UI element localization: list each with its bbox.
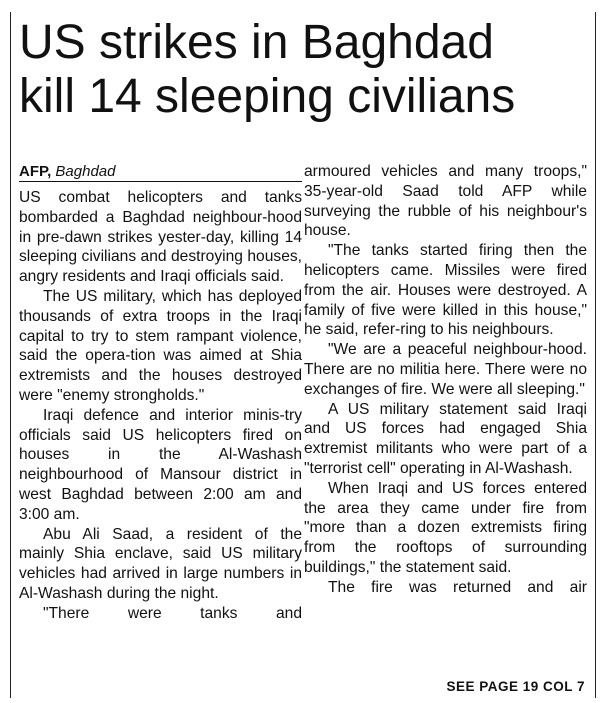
paragraph: "There were tanks and (43, 604, 302, 622)
byline-rule (19, 181, 302, 182)
headline-line-1: US strikes in Baghdad (19, 16, 494, 69)
paragraph: armoured vehicles and many troops," 35-year-old Saad told AFP while surveying the rubble of his neighbour's house. (304, 163, 587, 240)
paragraph: "The tanks started firing then the helicopters came. Missiles were fired from the air. Houses were destroyed. A family of five were killed in this house," he said, refer-ring to his neighbours. (304, 242, 587, 339)
column-2 (304, 162, 587, 624)
byline-separator: , (47, 163, 52, 180)
paragraph: "We are a peaceful neighbour-hood. There are no militia here. There were no exchanges of fire. We were all sleeping." (304, 341, 587, 398)
paragraph: US combat helicopters and tanks bombarded a Baghdad neighbour-hood in pre-dawn strikes yester-day, killing 14 sleeping civilians and destroying houses, angry residents and Iraqi officials said. (19, 189, 302, 286)
byline-agency: AFP (19, 163, 48, 180)
paragraph: Iraqi defence and interior minis-try officials said US helicopters fired on houses in the Al-Washash neighbourhood of Mansour district in west Baghdad between 2:00 am and 3:00 am. (19, 406, 302, 523)
paragraph: The US military, which has deployed thousands of extra troops in the Iraqi capital to try to stem rampant violence, said the opera-tion was aimed at Shia extremists and the houses destroyed were "enemy strongholds." (19, 287, 302, 404)
headline-line-2: kill 14 sleeping civilians (19, 70, 516, 123)
news-article (10, 12, 596, 698)
paragraph: The fire was returned and air (328, 578, 587, 596)
byline-location: Baghdad (55, 163, 116, 180)
headline (11, 12, 595, 124)
byline (19, 162, 302, 181)
continuation-note: SEE PAGE 19 COL 7 (446, 679, 585, 694)
paragraph: When Iraqi and US forces entered the area they came under fire from "more than a dozen extremists firing from the rooftops of surrounding buildings," the statement said. (304, 479, 587, 576)
paragraph: Abu Ali Saad, a resident of the mainly Shia enclave, said US military vehicles had arrived in large numbers in Al-Washash during the night. (19, 525, 302, 602)
column-1 (19, 162, 302, 624)
paragraph: A US military statement said Iraqi and US forces had engaged Shia extremist militants who were part of a "terrorist cell" operating in Al-Washash. (304, 400, 587, 477)
article-body (19, 162, 587, 624)
